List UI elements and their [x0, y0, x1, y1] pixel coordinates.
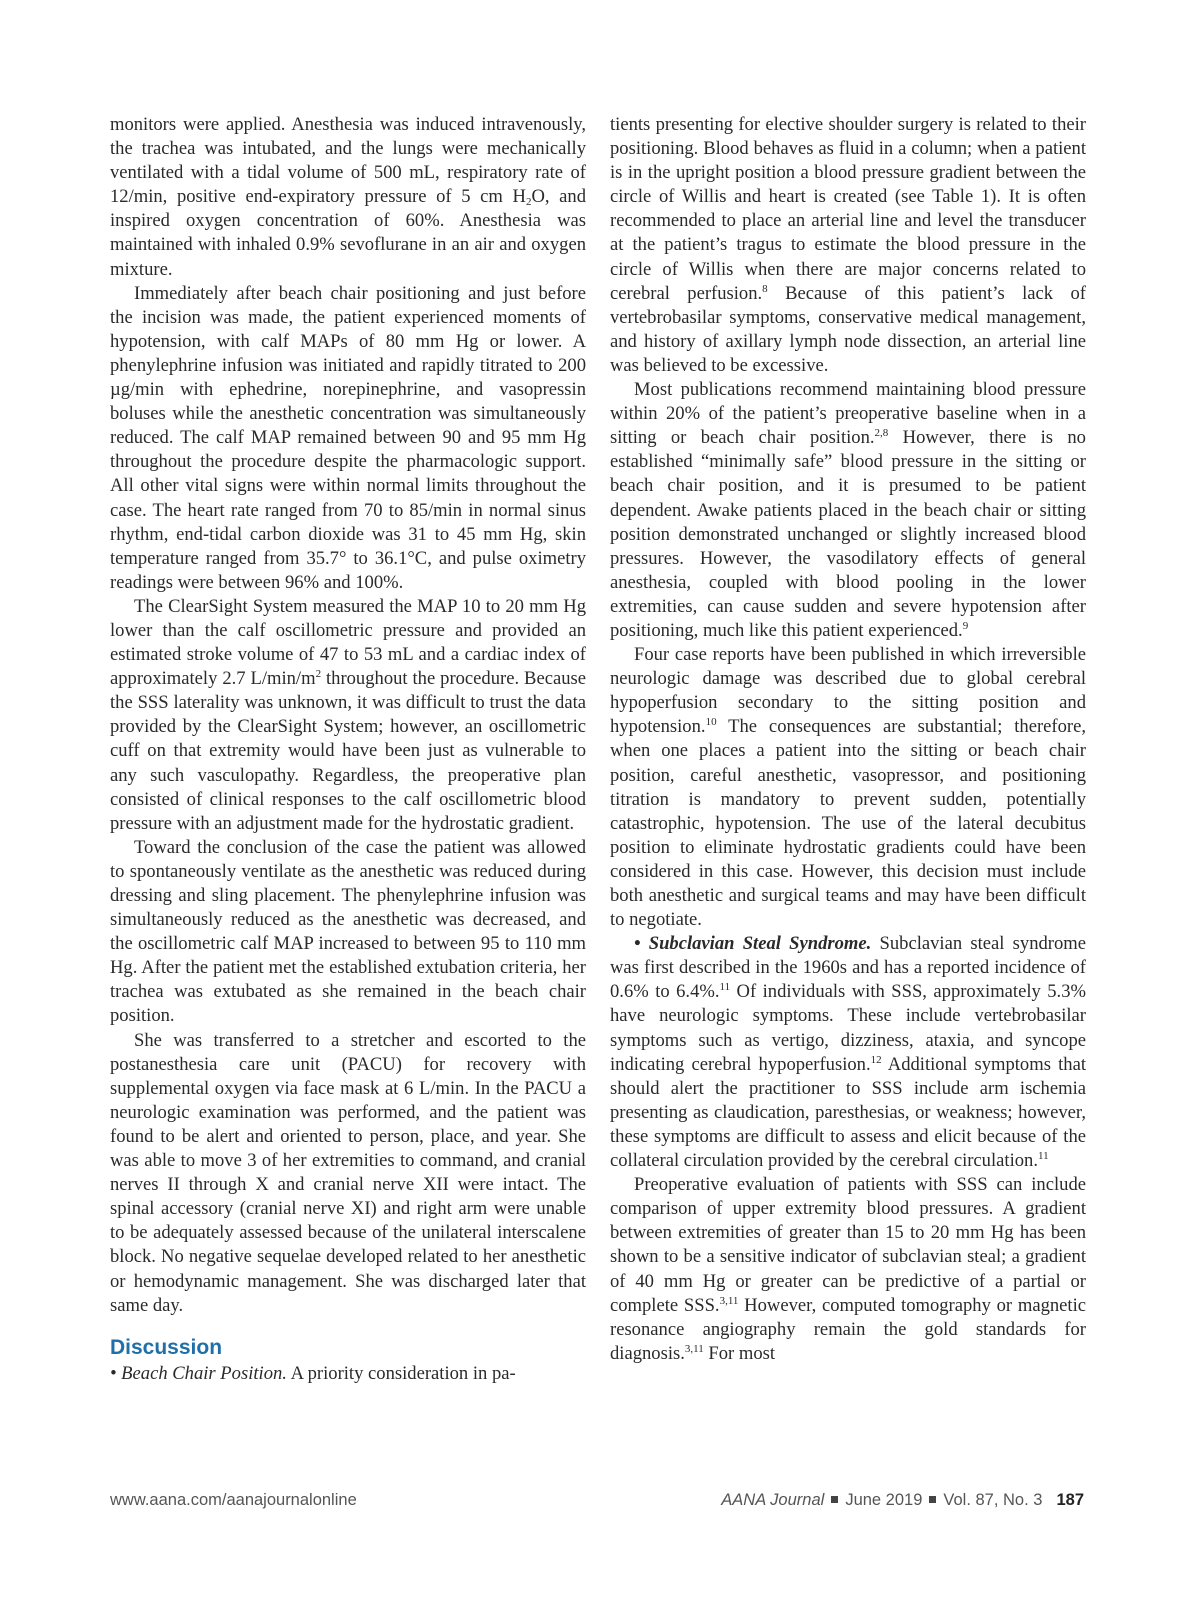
paragraph: tients presenting for elective shoulder surgery is related to their positioning. Blood behaves as fluid in a column; when a patient is in the upright position a blood pressure gradient between the circle of Willis and heart is created (see Table 1). It is often recommended to place an arterial line and level the transducer at the patient’s tragus to estimate the blood pressure in the circle of Willis when there are major concerns related to cerebral perfusion.$^8$ Because of this patient’s lack of vertebrobasilar symptoms, conservative medical management, and history of axillary lymph node dissection, an arterial line was believed to be excessive.	[610, 114, 1086, 376]
paragraph: She was transferred to a stretcher and escorted to the postanesthesia care unit (PACU) for recovery with supplemental oxygen via face mask at 6 L/min. In the PACU a neurologic examination was performed, and the patient was found to be alert and oriented to person, place, and year. She was able to move 3 of her extremities to command, and cranial nerves II through X and cranial nerve XII were intact. The spinal accessory (cranial nerve XI) and right arm were unable to be adequately assessed because of the unilateral interscalene block. No negative sequelae developed related to her anesthetic or hemodynamic management. She was discharged later that same day.	[110, 1029, 586, 1316]
issue-date: June 2019	[845, 1491, 923, 1509]
paragraph: Four case reports have been published in which irreversible neurologic damage was described due to global cerebral hypoperfusion secondary to the sitting position and hypotension.$^{10}$ The consequences are substantial; therefore, when one places a patient into the sitting or beach chair position, careful anesthetic, vasopressor, and positioning titration is mandatory to prevent sudden, potentially catastrophic, hypotension. The use of the lateral decubitus position to eliminate hydrostatic gradients could have been considered in this case. However, this decision must include both anesthetic and surgical teams and may have been difficult to negotiate.	[610, 644, 1086, 931]
paragraph: Toward the conclusion of the case the patient was allowed to spontaneously ventilate as the anesthetic was reduced during dressing and sling placement. The phenylephrine infusion was simultaneously reduced as the anesthetic was decreased, and the oscillometric calf MAP increased to between 95 to 110 mm Hg. After the patient met the established extubation criteria, her trachea was extubated as she remained in the beach chair position.	[110, 836, 586, 1027]
right-column	[610, 113, 1086, 1366]
footer-citation	[721, 1491, 1084, 1510]
paragraph: Most publications recommend maintaining blood pressure within 20% of the patient’s preoperative baseline when in a sitting or beach chair position.$^{2,8}$ However, there is no established “minimally safe” blood pressure in the sitting or beach chair position, and it is presumed to be patient dependent. Awake patients placed in the beach chair or sitting position demonstrated unchanged or slightly increased blood pressures. However, the vasodilatory effects of general anesthesia, coupled with blood pooling in the lower extremities, can cause sudden and severe hypotension after positioning, much like this patient experienced.$^9$	[610, 379, 1086, 641]
page-number: 187	[1056, 1491, 1084, 1509]
footer-url[interactable]: www.aana.com/aanajournalonline	[110, 1491, 357, 1509]
square-bullet-icon	[929, 1496, 936, 1503]
paragraph: Immediately after beach chair positioning and just before the incision was made, the patient experienced moments of hypotension, with calf MAPs of 80 mm Hg or lower. A phenylephrine infusion was initiated and rapidly titrated to 200 µg/min with ephedrine, norepinephrine, and vasopressin boluses while the anesthetic concentration was simultaneously reduced. The calf MAP remained between 90 and 95 mm Hg throughout the procedure despite the pharmacologic support. All other vital signs were within normal limits throughout the case. The heart rate ranged from 70 to 85/min in normal sinus rhythm, end-tidal carbon dioxide was 31 to 45 mm Hg, skin temperature ranged from 35.7° to 36.1°C, and pulse oximetry readings were between 96% and 100%.	[110, 282, 586, 593]
paragraph: monitors were applied. Anesthesia was induced intravenously, the trachea was intubated, and the lungs were mechanically ventilated with a tidal volume of 500 mL, respiratory rate of 12/min, positive end-expiratory pressure of 5 cm $H_2O$, and inspired oxygen concentration of 60%. Anesthesia was maintained with inhaled 0.9% sevoflurane in an air and oxygen mixture.	[110, 114, 586, 280]
citation: 11	[719, 981, 731, 994]
section-heading: Discussion	[110, 1335, 223, 1359]
citation: 2,8	[874, 427, 889, 440]
citation: 3,11	[684, 1342, 704, 1355]
citation: 8	[762, 282, 768, 295]
paragraph: • Beach Chair Position. A priority consideration in pa-	[110, 1362, 516, 1384]
run-in-heading: • Subclavian Steal Syndrome.	[634, 933, 872, 955]
paragraph: • Subclavian Steal Syndrome. Subclavian steal syndrome was first described in the 1960s and has a reported incidence of 0.6% to 6.4%.$^{11}$ Of individuals with SSS, approximately 5.3% have neurologic symptoms. These include vertebrobasilar symptoms such as vertigo, dizziness, ataxia, and syncope indicating cerebral hypoperfusion.$^{12}$ Additional symptoms that should alert the practitioner to SSS include arm ischemia presenting as claudication, paresthesias, or weakness; however, these symptoms are difficult to assess and elicit because of the collateral circulation provided by the cerebral circulation.$^{11}$	[610, 933, 1086, 1172]
citation: 12	[870, 1053, 882, 1066]
left-column	[110, 113, 586, 1386]
run-in-heading: • Beach Chair Position.	[110, 1362, 287, 1384]
citation: 10	[705, 716, 717, 729]
citation: 3,11	[719, 1294, 739, 1307]
paragraph: Preoperative evaluation of patients with SSS can include comparison of upper extremity blood pressures. A gradient between extremities of greater than 15 to 20 mm Hg has been shown to be a sensitive indicator of subclavian steal; a gradient of 40 mm Hg or greater can be predictive of a partial or complete SSS.$^{3,11}$ However, computed tomography or magnetic resonance angiography remain the gold standards for diagnosis.$^{3,11}$ For most	[610, 1174, 1087, 1364]
citation: 11	[1037, 1150, 1049, 1163]
journal-title: AANA Journal	[721, 1491, 825, 1509]
citation: 9	[962, 619, 969, 632]
square-bullet-icon	[831, 1496, 838, 1503]
volume-number: Vol. 87, No. 3	[943, 1491, 1043, 1509]
paragraph: The ClearSight System measured the MAP 10 to 20 mm Hg lower than the calf oscillometric pressure and provided an estimated stroke volume of 47 to 53 mL and a cardiac index of approximately 2.7 $L/\min/m^2$ throughout the procedure. Because the SSS laterality was unknown, it was difficult to trust the data provided by the ClearSight System; however, an oscillometric cuff on that extremity would have been just as vulnerable to any such vasculopathy. Regardless, the preoperative plan consisted of clinical responses to the calf oscillometric blood pressure with an adjustment made for the hydrostatic gradient.	[110, 595, 586, 834]
